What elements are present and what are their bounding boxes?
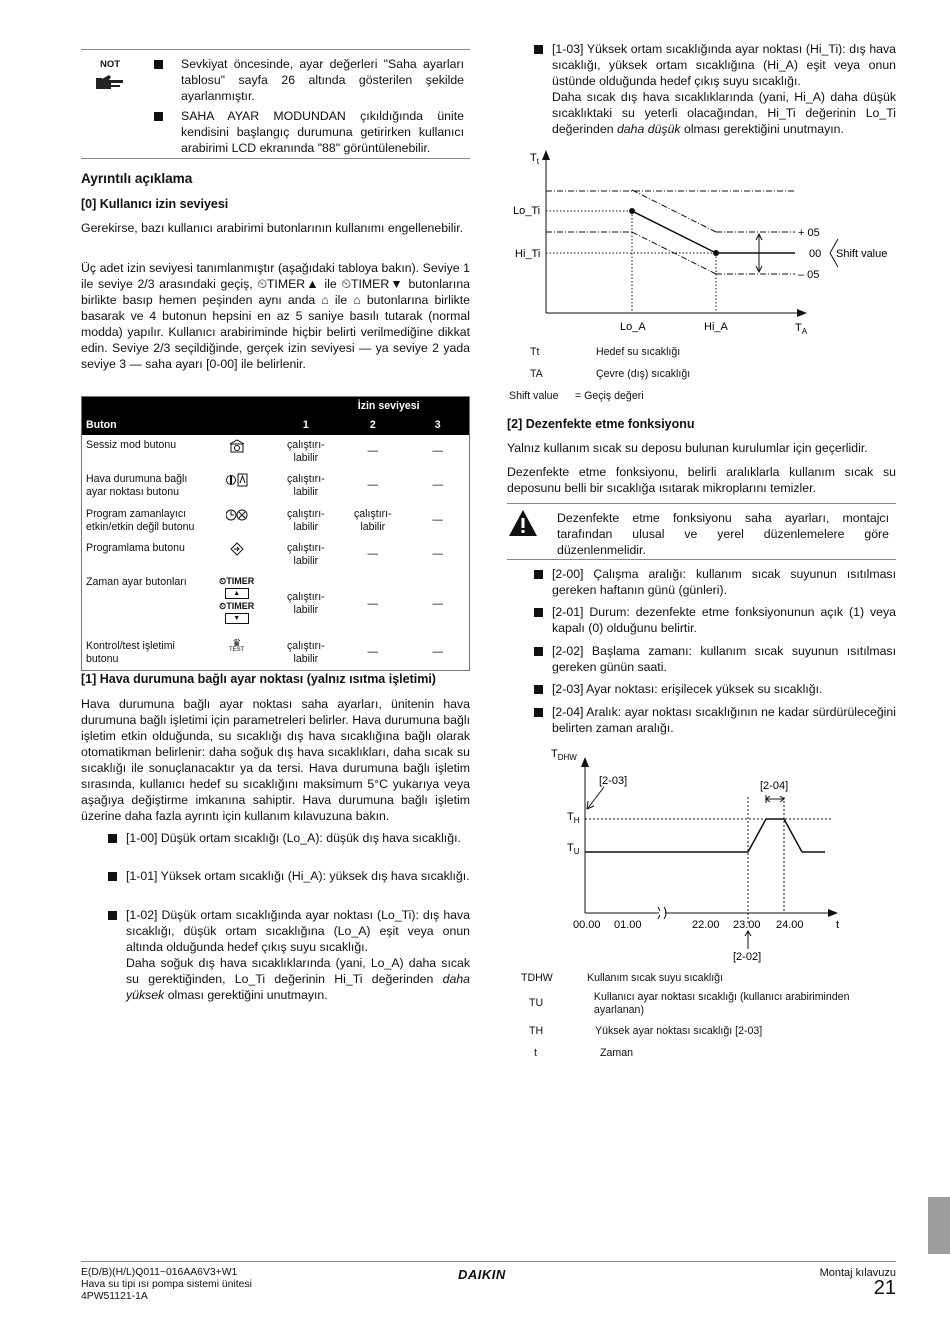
- col-level-1: 1: [272, 416, 339, 435]
- detail-heading: Ayrıntılı açıklama: [81, 171, 193, 186]
- disinfection-graph: [540, 745, 860, 970]
- row-v2: çalıştırı-labilir: [353, 508, 392, 533]
- warning-bottom-rule: [507, 559, 896, 560]
- graph1-y-axis-label: $T_t$: [530, 152, 539, 166]
- graph2-2-02-label: [2-02]: [733, 951, 762, 963]
- sec1-paragraph: Hava durumuna bağlı ayar noktası saha ayarları, ünitenin hava durumuna bağlı işletimi için parametreleri belirler. Hava durumuna bağlı işletim etkin olduğunda, su sıcaklığı dış hava sıcaklığına bağlı olarak otomatikman belirlenir: daha soğuk dış hava sıcaklıkları, daha sıcak su sıcaklığı ile sonuçlanacaktır ya da tersi. Hava durumuna bağlı işletim sırasında, kullanıcı hedef su sıcaklığını maksimum 5°C yukarıya veya aşağıya değiştirme imkanına sahiptir. Hava durumuna bağlı işletim üzerine daha fazla ayrıntı için kullanım kılavuzuna bakın.: [81, 697, 470, 823]
- footer-product: Hava su tipi ısı pompa sistemi ünitesi: [81, 1279, 252, 1290]
- graph2-tick: 24.00: [776, 919, 804, 931]
- graph1-zero-label: 00: [809, 248, 822, 260]
- graph1-lo-a-label: Lo_A: [620, 321, 646, 333]
- row-v3: —: [432, 479, 443, 491]
- warning-top-rule: [507, 503, 896, 504]
- row-name: Hava durumuna bağlı ayar noktası butonu: [86, 473, 188, 498]
- quiet-icon: [201, 435, 272, 469]
- graph1-minus-label: – 05: [798, 269, 820, 281]
- legend1-desc: Hedef su sıcaklığı: [596, 346, 681, 358]
- legend2-desc: Kullanıcı ayar noktası sıcaklığı (kullanıcı arabiriminden ayarlanan): [593, 991, 850, 1016]
- sec2-paragraph-2: Dezenfekte etme fonksiyonu, belirli aralıklarla kullanım sıcak su deposunu belli bir sıcaklığa ısıtarak mikroplarını temizler.: [507, 465, 896, 495]
- legend2-sym: t: [534, 1047, 537, 1059]
- row-name: Programlama butonu: [86, 542, 185, 554]
- row-v2: —: [367, 646, 379, 658]
- note-item-2: SAHA AYAR MODUNDAN çıkıldığında ünite kendisini başlangıç durumuna getirirken kullanıcı arabirimi LCD ekranında "88" görüntülenebilir.: [154, 108, 464, 156]
- graph2-th-label: $T_H$: [567, 811, 580, 825]
- row-v1: çalıştırı-labilir: [287, 473, 325, 498]
- note-hand-icon: [96, 73, 126, 97]
- graph2-2-03-label: [2-03]: [599, 775, 628, 787]
- row-name: Sessiz mod butonu: [86, 439, 177, 451]
- graph2-legend: [509, 970, 889, 1067]
- graph2-tick: 22.00: [692, 919, 720, 931]
- legend1-desc: Çevre (dış) sıcaklığı: [596, 368, 691, 380]
- page-number: 21: [873, 1277, 896, 1299]
- list-item: [1-00] Düşük ortam sıcaklığı (Lo_A): düşük dış hava sıcaklığı.: [108, 830, 470, 846]
- graph2-tick: 00.00: [573, 919, 601, 931]
- legend2-sym: TU: [529, 997, 544, 1009]
- legend2-desc: Yüksek ayar noktası sıcaklığı [2-03]: [595, 1025, 763, 1037]
- row-v2: —: [367, 548, 379, 560]
- graph1-hi-a-label: Hi_A: [704, 321, 728, 333]
- note-item-1: Sevkiyat öncesinde, ayar değerleri "Saha ayarları tablosu" sayfa 26 altında gösterilen şekilde ayarlanmıştır.: [154, 56, 464, 104]
- legend1-sym: Tt: [530, 346, 540, 358]
- sec0-paragraph-2: Üç adet izin seviyesi tanımlanmıştır (aşağıdaki tabloya bakın). Seviye 1 ile seviye 2/3 arasındaki geçiş, ⏲TIMER▲ ile ⏲TIMER▼ butonlarına birlikte basıp hemen peşinden aynı anda ⌂ ile ⌂ butonlarına birlikte basarak ve 4 butonun hepsini en az 5 saniye basılı tutarak (normal modda) yapılır. Kullanıcı arabiriminde hiçbir belirti verilmediğine dikkat edin. Seviye 2/3 seçildiğinde, gerçek izin seviyesi — ya seviye 2 yada seviye 3 — saha ayarı [0-00] ile belirlenir.: [81, 261, 470, 371]
- note-bottom-rule: [81, 158, 470, 159]
- list-item: [1-01] Yüksek ortam sıcaklığı (Hi_A): yüksek dış hava sıcaklığı.: [108, 868, 470, 884]
- sec2-paragraph-1: Yalnız kullanım sıcak su deposu bulunan kurulumlar için geçerlidir.: [507, 441, 868, 455]
- test-icon: ♛ TEST: [201, 636, 272, 671]
- weather-dependent-graph: [505, 148, 905, 343]
- row-name: Zaman ayar butonları: [86, 576, 187, 588]
- legend1-desc: = Geçiş değeri: [575, 390, 644, 402]
- graph1-legend: [509, 344, 889, 410]
- row-v1: çalıştırı-labilir: [287, 542, 325, 567]
- legend1-sym: TA: [530, 368, 543, 380]
- item-102-text: [1-02] Düşük ortam sıcaklığında ayar noktası (Lo_Ti): dış hava sıcaklığı, düşük ortam sıcaklığına (Lo_A) eşit veya onun altında olduğunda hedef çıkış suyu sıcaklığı.: [126, 908, 470, 954]
- graph2-tick: 23.00: [733, 919, 761, 931]
- row-v3: —: [432, 445, 443, 457]
- top-rule-left: [81, 49, 470, 50]
- col-level-3: 3: [406, 416, 469, 435]
- schedule-timer-icon: [201, 504, 272, 538]
- footer-left: [81, 1267, 252, 1303]
- weather-dependent-icon: [201, 469, 272, 504]
- programming-icon: [201, 538, 272, 572]
- legend1-sym: Shift value: [509, 390, 559, 402]
- list-item: [2-04] Aralık: ayar noktası sıcaklığının ne kadar sürdürüleceğini belirten zaman aralığı.: [534, 704, 896, 736]
- note-label: NOT: [100, 59, 121, 70]
- col-button-header: Buton: [82, 416, 202, 435]
- graph2-2-04-label: [2-04]: [760, 780, 789, 792]
- sec0-paragraph-1: Gerekirse, bazı kullanıcı arabirimi butonlarının kullanımı engellenebilir.: [81, 221, 464, 235]
- row-v1: çalıştırı-labilir: [287, 508, 325, 533]
- list-item: [2-00] Çalışma aralığı: kullanım sıcak suyunun ısıtılması gereken haftanın günü (günleri).: [534, 566, 896, 598]
- timer-icon: ⏲TIMER ▲ ⏲TIMER ▼: [219, 576, 255, 622]
- legend2-desc: Kullanım sıcak suyu sıcaklığı: [587, 972, 724, 984]
- list-item: [2-02] Başlama zamanı: kullanım sıcak suyunun ısıtılması gereken günün saati.: [534, 643, 896, 675]
- row-name: Kontrol/test işletimi butonu: [86, 640, 175, 665]
- graph1-shift-label: Shift value: [836, 248, 888, 260]
- graph2-tick: 01.00: [614, 919, 642, 931]
- row-v1: çalıştırı-labilir: [287, 591, 325, 616]
- row-v2: —: [367, 445, 379, 457]
- warning-icon: [508, 509, 538, 541]
- row-v1: çalıştırı-labilir: [287, 640, 325, 665]
- graph2-y-axis-label: $T_{DHW}$: [551, 748, 577, 762]
- table-row: [82, 636, 470, 671]
- list-item: [2-01] Durum: dezenfekte etme fonksiyonunun açık (1) veya kapalı (0) olduğunu belirtir.: [534, 604, 896, 636]
- permission-level-header: İzin seviyesi: [272, 397, 469, 417]
- row-v3: —: [432, 646, 443, 658]
- footer-doc-number: 4PW51121-1A: [81, 1291, 148, 1302]
- row-v3: —: [432, 548, 443, 560]
- graph2-x-axis-label: t: [836, 919, 840, 931]
- row-v2: —: [367, 597, 379, 610]
- section-side-tab: [928, 1197, 950, 1254]
- row-v2: —: [367, 479, 379, 491]
- graph1-x-axis-label: $T_A$: [795, 322, 808, 336]
- graph1-plus-label: + 05: [798, 227, 820, 239]
- sec2-heading: [2] Dezenfekte etme fonksiyonu: [507, 417, 695, 431]
- daikin-logo: DAIKIN: [458, 1267, 506, 1282]
- table-row: [82, 572, 470, 636]
- row-v3: —: [432, 514, 443, 526]
- graph1-hi-ti-label: Hi_Ti: [515, 248, 541, 260]
- list-item: [1-03] Yüksek ortam sıcaklığında ayar noktası (Hi_Ti): dış hava sıcaklığı, yüksek ortam sıcaklığına (Hi_A) eşit veya onun üstünde olduğunda hedef çıkış suyu sıcaklığı. Daha sıcak dış hava sıcaklıklarında (yani, Hi_A) daha düşük sıcaklıktaki su yeterli olacağından, Hi_Ti değerinin Lo_Ti değerinden daha düşük olması gerektiğini unutmayın.: [534, 41, 896, 137]
- table-row: [82, 469, 470, 504]
- footer-model: E(D/B)(H/L)Q011~016AA6V3+W1: [81, 1267, 238, 1278]
- footer-manual-title: Montaj kılavuzu: [819, 1267, 896, 1279]
- warning-text: Dezenfekte etme fonksiyonu saha ayarları, montajcı tarafından ulusal ve yerel düzenlemelere göre düzenlenmelidir.: [557, 511, 889, 557]
- table-row: [82, 538, 470, 572]
- row-v1: çalıştırı-labilir: [287, 439, 325, 464]
- item-103-text: [1-03] Yüksek ortam sıcaklığında ayar noktası (Hi_Ti): dış hava sıcaklığı, yüksek ortam sıcaklığına (Hi_A) eşit veya onun üstünde olduğunda hedef çıkış suyu sıcaklığı.: [552, 42, 896, 88]
- legend2-sym: TDHW: [521, 972, 553, 984]
- col-level-2: 2: [339, 416, 406, 435]
- graph1-lo-ti-label: Lo_Ti: [513, 205, 541, 217]
- legend2-sym: TH: [529, 1025, 544, 1037]
- footer-rule: [81, 1261, 896, 1262]
- permission-table: [81, 396, 470, 671]
- legend2-desc: Zaman: [600, 1047, 633, 1059]
- timer-label-2: TIMER: [226, 601, 255, 611]
- sec0-heading: [0] Kullanıcı izin seviyesi: [81, 197, 229, 211]
- list-item: [2-03] Ayar noktası: erişilecek yüksek su sıcaklığı.: [534, 681, 896, 697]
- row-name: Program zamanlayıcı etkin/etkin değil butonu: [86, 508, 195, 533]
- list-item: [1-02] Düşük ortam sıcaklığında ayar noktası (Lo_Ti): dış hava sıcaklığı, düşük ortam sıcaklığına (Lo_A) eşit veya onun altında olduğunda hedef çıkış suyu sıcaklığı. Daha soğuk dış hava sıcaklıklarında (yani, Lo_A) daha sıcak su gerektiğinden, Lo_Ti değerinin Hi_Ti değerinden daha yüksek olması gerektiğini unutmayın.: [108, 907, 470, 1003]
- table-row: [82, 435, 470, 469]
- timer-label-1: TIMER: [226, 576, 255, 586]
- table-row: [82, 504, 470, 538]
- graph2-tu-label: $T_U$: [567, 842, 580, 856]
- test-label: TEST: [229, 647, 245, 653]
- sec1-heading: [1] Hava durumuna bağlı ayar noktası (yalnız ısıtma işletimi): [81, 672, 436, 686]
- row-v3: —: [432, 597, 443, 610]
